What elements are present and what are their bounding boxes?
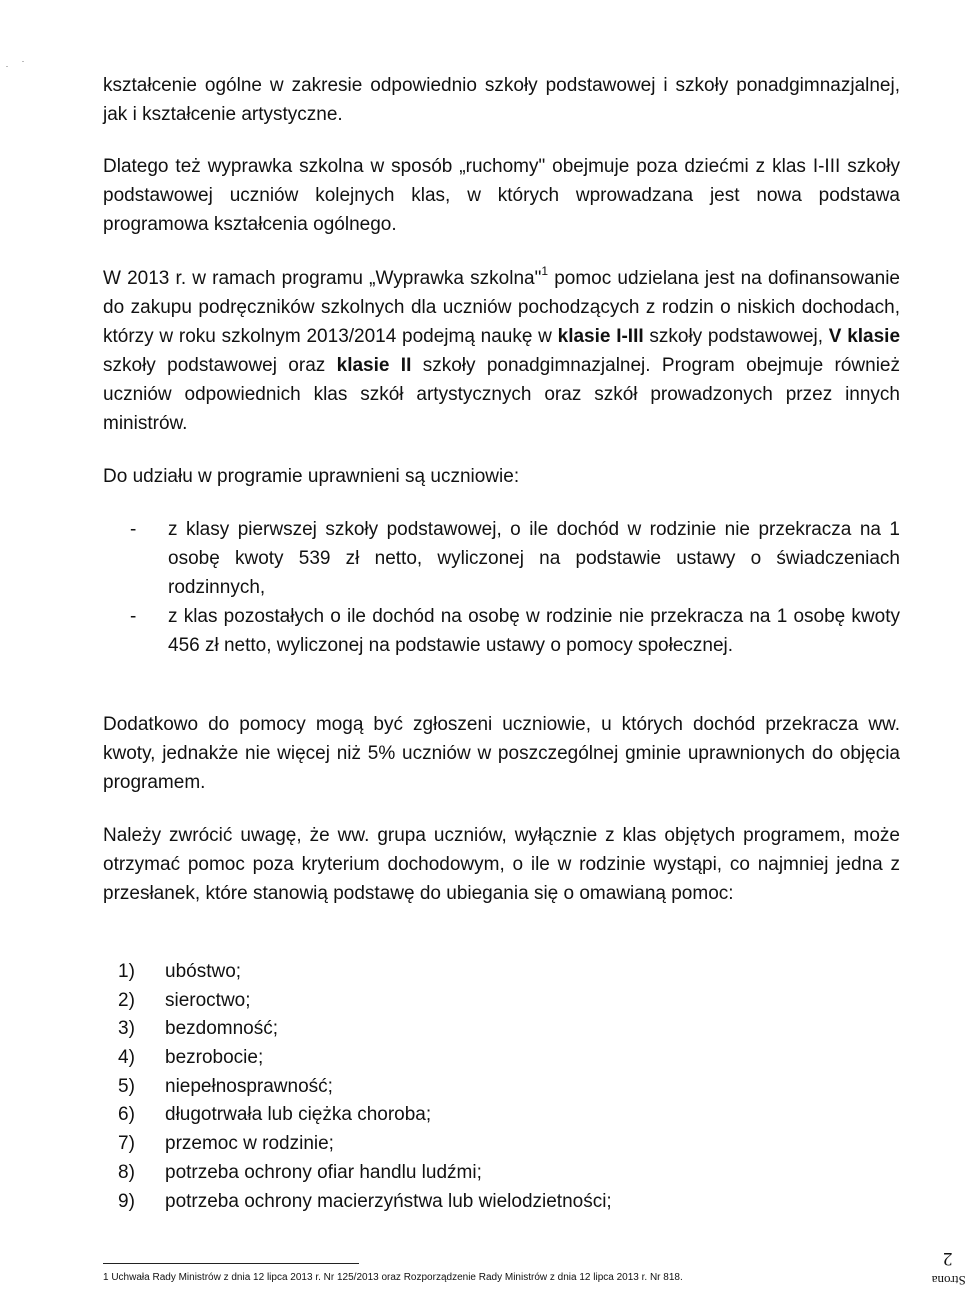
item-text: ubóstwo; <box>165 961 242 982</box>
dash-item-text: z klasy pierwszej szkoły podstawowej, o ile dochód w rodzinie nie przekracza na 1 osobę kwoty 539 zł netto, wyliczonej na podstawie ustawy o świadczeniach rodzinnych, <box>168 519 900 598</box>
scan-speck <box>6 66 8 67</box>
item-number: 7) <box>118 1133 135 1155</box>
item-number: 2) <box>118 989 135 1011</box>
item-text: potrzeba ochrony ofiar handlu ludźmi; <box>165 1161 482 1183</box>
item-text: bezrobocie; <box>165 1047 264 1069</box>
numbered-list-item <box>118 1159 898 1188</box>
page-number-value: 2 <box>943 1248 953 1270</box>
footnote-ref: 1 <box>541 263 549 278</box>
item-text: bezdomność; <box>165 1018 279 1040</box>
numbered-list-item <box>118 1015 898 1044</box>
p3-text-a: W 2013 r. w ramach programu „Wyprawka szkolna" <box>103 268 542 289</box>
dash-item-text: z klas pozostałych o ile dochód na osobę w rodzinie nie przekracza na 1 osobę kwoty 456 zł netto, wyliczonej na podstawie ustawy o pomocy społecznej. <box>168 606 900 656</box>
item-number: 6) <box>118 1104 135 1126</box>
dash-bullet: - <box>130 606 137 627</box>
eligibility-dash-list <box>130 515 900 660</box>
page-number-rotated <box>932 1248 966 1296</box>
item-text: długotrwała lub ciężka choroba; <box>165 1104 432 1126</box>
scan-speck <box>22 61 24 62</box>
item-number: 8) <box>118 1161 135 1183</box>
paragraph-intro: kształcenie ogólne w zakresie odpowiednio szkoły podstawowej i szkoły ponadgimnazjalnej, jak i kształcenie artystyczne. <box>103 75 900 125</box>
footnote-divider <box>103 1263 359 1264</box>
item-text: sieroctwo; <box>165 989 251 1011</box>
premises-numbered-list <box>118 958 898 1216</box>
item-text: niepełnosprawność; <box>165 1075 333 1097</box>
dash-list-item <box>130 602 900 660</box>
p3-text-b: pomoc udzielana jest na dofinansowanie do zakupu podręczników szkolnych dla uczniów pochodzących z rodzin o niskich dochodach, którzy w roku szkolnym 2013/2014 podejmą naukę w <box>103 268 900 347</box>
dash-list-item <box>130 515 900 602</box>
item-number: 1) <box>118 961 135 982</box>
item-number: 9) <box>118 1190 135 1212</box>
numbered-list-item <box>118 1130 898 1159</box>
footnote-text: 1 Uchwała Rady Ministrów z dnia 12 lipca 2013 r. Nr 125/2013 oraz Rozporządzenie Rady Ministrów z dnia 12 lipca 2013 r. Nr 818. <box>103 1272 683 1283</box>
dash-bullet: - <box>130 519 137 540</box>
numbered-list-item <box>118 958 898 987</box>
p3-text-d: szkoły podstawowej oraz <box>103 355 337 376</box>
paragraph-program-2013 <box>103 264 900 438</box>
p3-text-c: szkoły podstawowej, <box>643 326 829 347</box>
numbered-list-item <box>118 1101 898 1130</box>
numbered-list-item <box>118 1073 898 1102</box>
item-number: 4) <box>118 1047 135 1069</box>
p3-text-e: szkoły ponadgimnazjalnej. Program obejmuje również uczniów odpowiednich klas szkół artystycznych oraz szkół prowadzonych przez innych ministrów. <box>103 355 901 434</box>
p3-bold-klasie-ii: klasie II <box>336 355 412 376</box>
page-label-text: Strona <box>932 1272 966 1288</box>
paragraph-additional: Dodatkowo do pomocy mogą być zgłoszeni uczniowie, u których dochód przekracza ww. kwoty, jednakże nie więcej niż 5% uczniów w poszczególnej gminie uprawnionych do objęcia programem. <box>103 714 900 793</box>
numbered-list-item <box>118 987 898 1016</box>
item-number: 3) <box>118 1018 135 1040</box>
paragraph-criteria-note: Należy zwrócić uwagę, że ww. grupa uczniów, wyłącznie z klas objętych programem, może otrzymać pomoc poza kryterium dochodowym, o ile w rodzinie wystąpi, co najmniej jedna z przesłanek, które stanowią podstawę do ubiegania się o omawianą pomoc: <box>103 825 900 904</box>
item-text: przemoc w rodzinie; <box>165 1133 334 1155</box>
p3-bold-klasie-i-iii: klasie I-III <box>557 326 644 347</box>
paragraph-wyprawka-scope: Dlatego też wyprawka szkolna w sposób „ruchomy" obejmuje poza dziećmi z klas I-III szkoły podstawowej uczniów kolejnych klas, w których wprowadzana jest nowa podstawa programowa kształcenia ogólnego. <box>103 156 900 235</box>
item-number: 5) <box>118 1075 135 1097</box>
page-number-label <box>932 1240 966 1310</box>
paragraph-eligible-heading: Do udziału w programie uprawnieni są uczniowie: <box>103 466 520 487</box>
item-text: potrzeba ochrony macierzyństwa lub wielodzietności; <box>165 1190 612 1212</box>
numbered-list-item <box>118 1188 898 1217</box>
numbered-list-item <box>118 1044 898 1073</box>
p3-bold-v-klasie: V klasie <box>828 326 901 347</box>
